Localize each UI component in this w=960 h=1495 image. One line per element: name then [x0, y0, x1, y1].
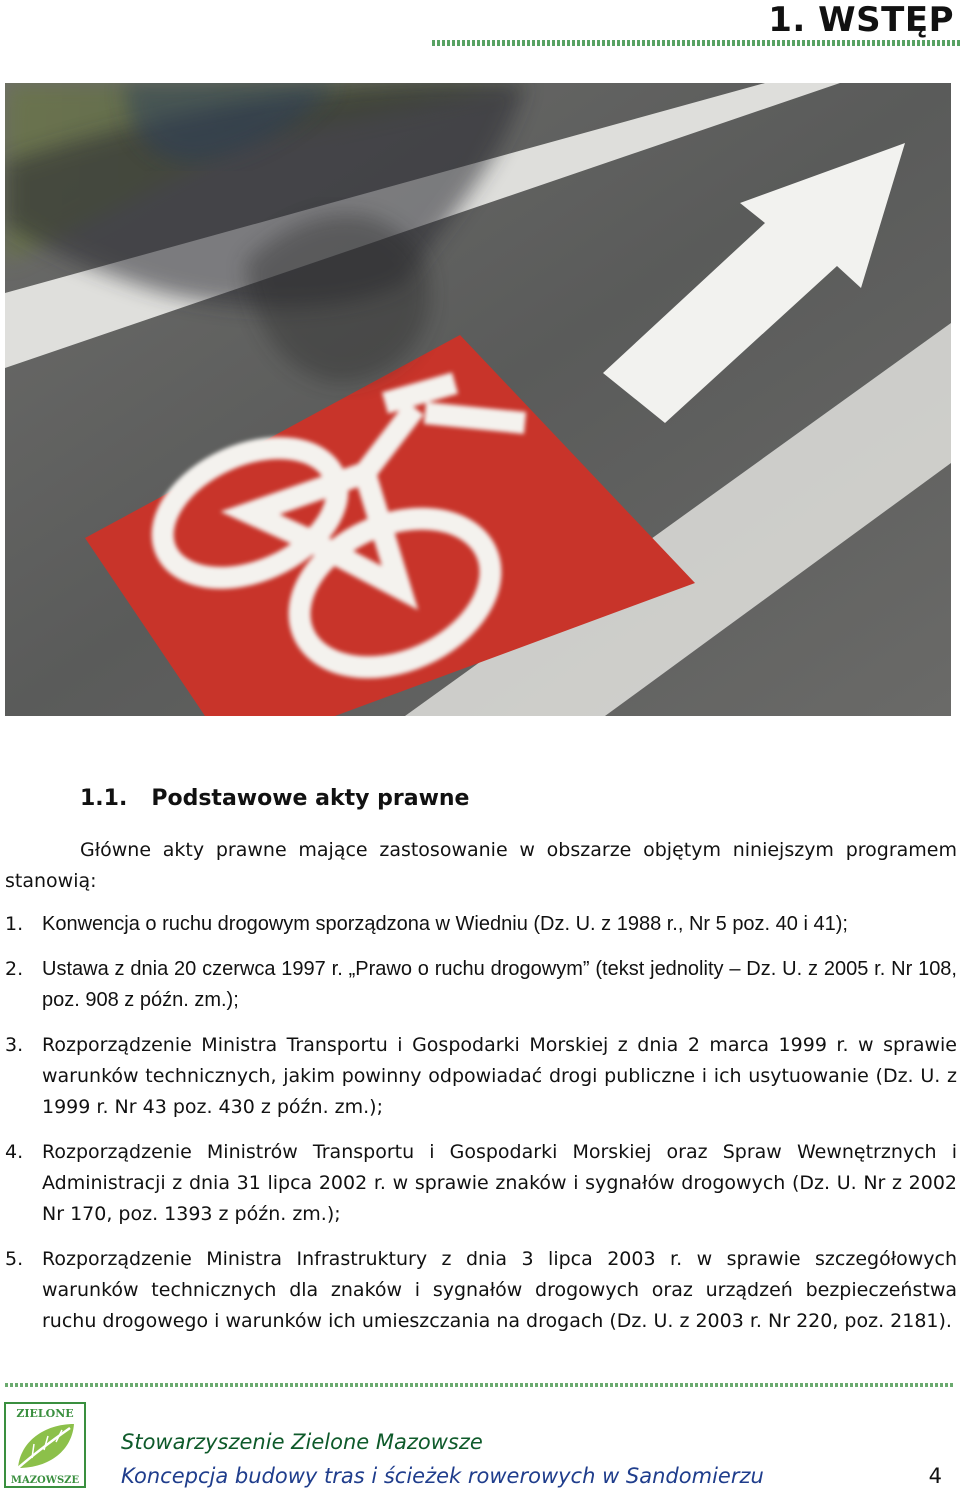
list-item-number: 5. — [5, 1248, 24, 1270]
list-item-text: Rozporządzenie Ministrów Transportu i Gospodarki Morskiej oraz Spraw Wewnętrznych i Administracji z dnia 31 lipca 2002 r. w sprawie znaków i sygnałów drogowych (Dz. U. Nr z 2002 Nr 170, poz. 1393 z późn. zm.); — [42, 1141, 957, 1225]
list-item-text: Konwencja o ruchu drogowym sporządzona w Wiedniu (Dz. U. z 1988 r., Nr 5 poz. 40 i 41); — [42, 913, 848, 935]
list-item — [5, 1137, 957, 1230]
list-item-text: Ustawa z dnia 20 czerwca 1997 r. „Prawo o ruchu drogowym” (tekst jednolity – Dz. U. z 2005 r. Nr 108, poz. 908 z późn. zm.); — [42, 958, 957, 1011]
list-item — [5, 1030, 957, 1123]
list-item-text: Rozporządzenie Ministra Infrastruktury z dnia 3 lipca 2003 r. w sprawie szczegółowych warunków technicznych dla znaków i sygnałów drogowych oraz urządzeń bezpieczeństwa ruchu drogowego i warunków ich umieszczania na drogach (Dz. U. z 2003 r. Nr 220, poz. 2181). — [42, 1248, 957, 1332]
section-number: 1.1. — [80, 786, 128, 811]
footer-rule — [5, 1383, 955, 1387]
document-title: Koncepcja budowy tras i ścieżek rowerowych w Sandomierzu — [121, 1464, 764, 1488]
list-item — [5, 1244, 957, 1337]
intro-paragraph: Główne akty prawne mające zastosowanie w obszarze objętym niniejszym programem stanowią: — [5, 839, 957, 892]
list-item-number: 2. — [5, 958, 24, 980]
list-item-number: 3. — [5, 1034, 24, 1056]
header-rule — [432, 40, 960, 46]
list-item — [5, 909, 957, 940]
section-title: Podstawowe akty prawne — [151, 786, 470, 811]
section-heading — [80, 786, 469, 811]
page-number: 4 — [928, 1464, 942, 1488]
chapter-title: 1. WSTĘP — [768, 0, 954, 40]
bike-lane-photo — [5, 83, 951, 716]
bicycle-lane-icon — [5, 83, 951, 716]
list-item — [5, 954, 957, 1016]
zielone-mazowsze-logo-icon — [4, 1402, 86, 1488]
organization-name: Stowarzyszenie Zielone Mazowsze — [121, 1430, 483, 1454]
legal-acts-list — [5, 909, 957, 1351]
svg-text:ZIELONE: ZIELONE — [16, 1407, 74, 1420]
list-item-number: 4. — [5, 1141, 24, 1163]
list-item-text: Rozporządzenie Ministra Transportu i Gospodarki Morskiej z dnia 2 marca 1999 r. w sprawie warunków technicznych, jakim powinny odpowiadać drogi publiczne i ich usytuowanie (Dz. U. z 1999 r. Nr 43 poz. 430 z późn. zm.); — [42, 1034, 957, 1118]
list-item-number: 1. — [5, 913, 24, 935]
svg-text:MAZOWSZE: MAZOWSZE — [10, 1475, 80, 1486]
